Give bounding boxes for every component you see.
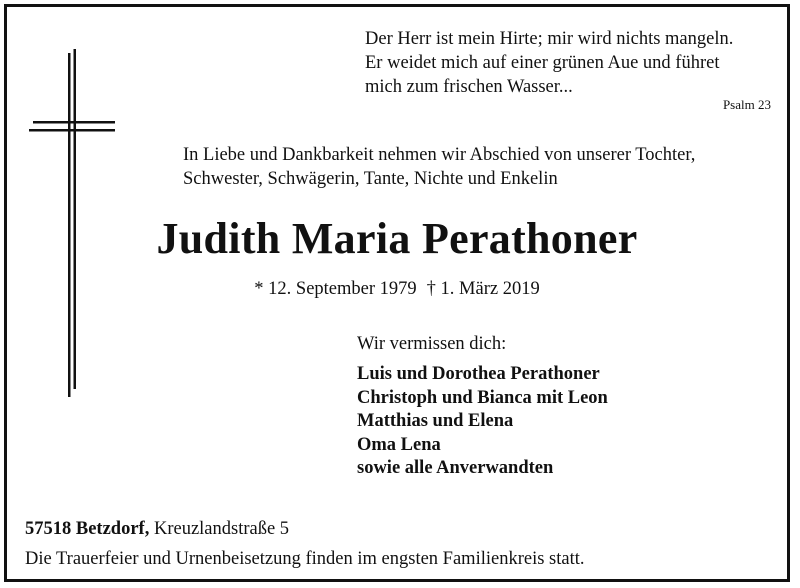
intro-line: In Liebe und Dankbarkeit nehmen wir Abschied von unserer Tochter,	[183, 145, 696, 165]
obituary-frame	[4, 4, 790, 582]
address	[25, 519, 289, 540]
list-item: Christoph und Bianca mit Leon	[357, 387, 608, 408]
mourners-heading: Wir vermissen dich:	[357, 334, 507, 354]
psalm-line: Der Herr ist mein Hirte; mir wird nichts mangeln.	[365, 29, 734, 49]
list-item: Oma Lena	[357, 434, 441, 455]
deceased-name: Judith Maria Perathoner	[156, 214, 638, 263]
address-street: Kreuzlandstraße 5	[153, 519, 290, 539]
list-item: sowie alle Anverwandten	[357, 458, 554, 478]
ceremony-note: Die Trauerfeier und Urnenbeisetzung finden im engsten Familienkreis statt.	[25, 549, 585, 569]
mourners-list	[357, 363, 608, 481]
psalm-quote	[365, 27, 733, 99]
psalm-reference: Psalm 23	[722, 97, 771, 112]
birth-date: * 12. September 1979	[254, 279, 417, 299]
psalm-line: Er weidet mich auf einer grünen Aue und führet	[365, 53, 720, 73]
death-date: † 1. März 2019	[426, 279, 540, 299]
address-city: 57518 Betzdorf,	[25, 519, 150, 539]
psalm-line: mich zum frischen Wasser...	[365, 77, 573, 97]
life-dates	[7, 279, 787, 300]
intro-line: Schwester, Schwägerin, Tante, Nichte und Enkelin	[183, 169, 558, 189]
intro-text	[183, 143, 695, 191]
list-item: Matthias und Elena	[357, 411, 514, 431]
list-item: Luis und Dorothea Perathoner	[357, 364, 600, 384]
